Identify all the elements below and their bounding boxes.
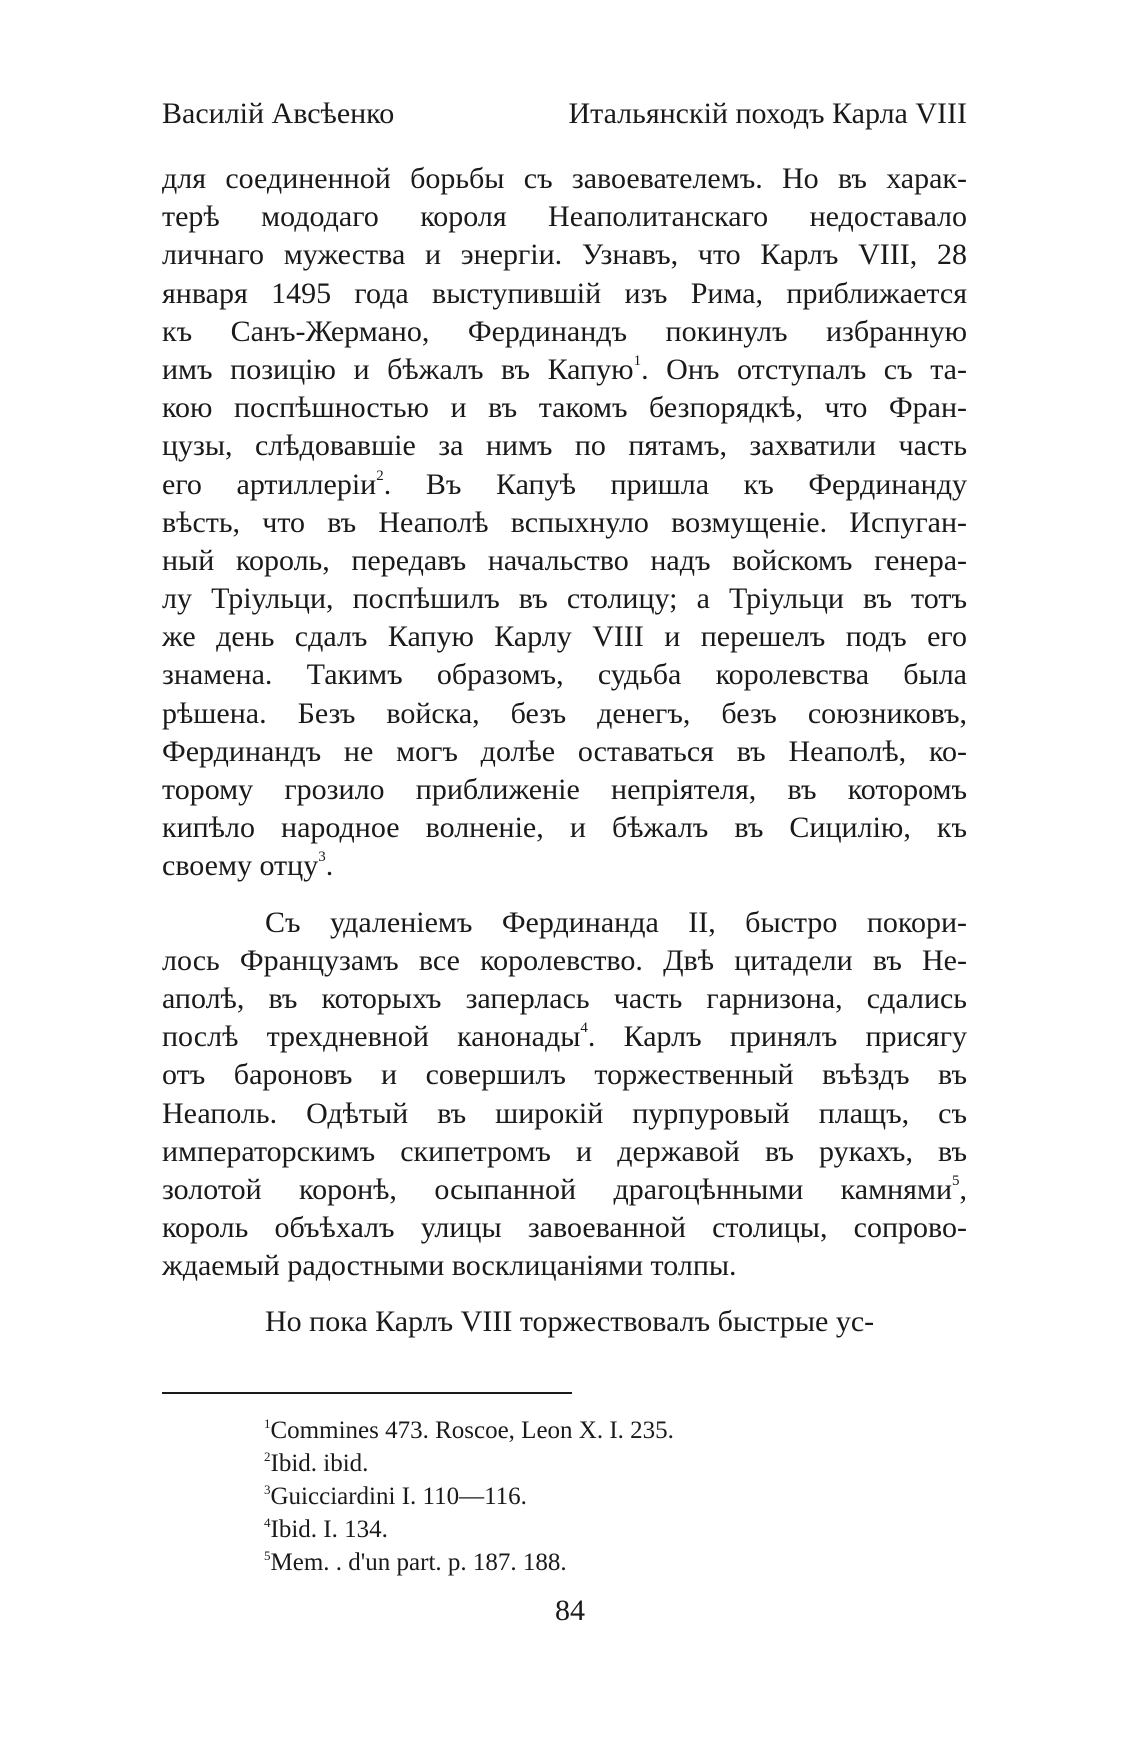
line-text: ный король, передавъ начальство надъ войскомъ генера- bbox=[162, 543, 967, 577]
paragraph bbox=[162, 904, 967, 1286]
text-line bbox=[162, 1247, 967, 1285]
line-text: кипѣло народное волненіе, и бѣжалъ въ Сицилію, къ bbox=[162, 811, 967, 845]
running-header bbox=[162, 96, 967, 132]
line-text: къ Санъ-Жермано, Фердинандъ покинулъ избранную bbox=[162, 314, 967, 348]
page-number: 84 bbox=[555, 1594, 585, 1627]
line-text: золотой коронѣ, осыпанной драгоцѣнными камнями bbox=[162, 1172, 952, 1206]
text-line bbox=[162, 313, 967, 351]
body-text bbox=[162, 160, 967, 1342]
text-line bbox=[162, 504, 967, 542]
footnote-separator bbox=[162, 1392, 572, 1394]
paragraph-gap bbox=[162, 1285, 967, 1303]
footnote-ref[interactable]: 1 bbox=[633, 352, 642, 369]
footnote-item bbox=[264, 1414, 674, 1447]
footnotes bbox=[264, 1414, 674, 1579]
line-text: знамена. Такимъ образомъ, судьба королевства была bbox=[162, 658, 967, 692]
line-text: имъ позицію и бѣжалъ въ Капую bbox=[162, 352, 634, 386]
text-line bbox=[162, 389, 967, 427]
line-text: терѣ мододаго короля Неаполитанскаго недоставало bbox=[162, 200, 967, 234]
header-author: Василій Авсѣенко bbox=[162, 97, 395, 130]
footnote-item bbox=[264, 1513, 674, 1546]
text-line bbox=[162, 942, 967, 980]
footnote-number: 1 bbox=[264, 1416, 271, 1431]
line-text: вѣсть, что въ Неаполѣ вспыхнуло возмущеніе. Испуган- bbox=[162, 505, 967, 539]
line-text: для соединенной борьбы съ завоевателемъ. Но въ харак- bbox=[162, 162, 967, 195]
footnote-ref[interactable]: 2 bbox=[376, 467, 384, 484]
line-text: послѣ трехдневной канонады bbox=[162, 1020, 581, 1054]
text-line bbox=[162, 1133, 967, 1171]
text-line bbox=[162, 542, 967, 580]
text-line bbox=[162, 351, 967, 389]
line-text: своему отцу bbox=[162, 849, 319, 883]
text-line bbox=[162, 1303, 967, 1341]
line-text: Но пока Карлъ VIII торжествовалъ быстрые ус- bbox=[265, 1305, 875, 1339]
footnote-item bbox=[264, 1480, 674, 1513]
text-line bbox=[162, 427, 967, 465]
line-text-cont: . Онъ отступалъ съ та- bbox=[641, 352, 967, 386]
footnote-text: Guicciardini I. 110—116. bbox=[270, 1483, 527, 1510]
paragraph bbox=[162, 1303, 967, 1341]
line-text: кою поспѣшностью и въ такомъ безпорядкѣ, что Фран- bbox=[162, 391, 967, 425]
text-line bbox=[162, 733, 967, 771]
text-line bbox=[162, 771, 967, 809]
line-text: же день сдалъ Капую Карлу VIII и перешелъ подъ его bbox=[162, 620, 967, 654]
text-line bbox=[162, 466, 967, 504]
text-line bbox=[162, 580, 967, 618]
line-text: Съ удаленіемъ Фердинанда II, быстро покори- bbox=[265, 905, 967, 939]
text-line bbox=[162, 980, 967, 1018]
line-text: цузы, слѣдовавшіе за нимъ по пятамъ, захватили часть bbox=[162, 429, 967, 463]
line-text: Фердинандъ не могъ долѣе оставаться въ Неаполѣ, ко- bbox=[162, 734, 967, 768]
line-text: лось Французамъ все королевство. Двѣ цитадели въ Не- bbox=[162, 943, 967, 977]
text-line bbox=[162, 198, 967, 236]
line-text: король объѣхалъ улицы завоеванной столицы, сопрово- bbox=[162, 1211, 967, 1245]
line-text-cont: . Въ Капуѣ пришла къ Фердинанду bbox=[383, 467, 967, 501]
line-text-cont: , bbox=[959, 1172, 967, 1206]
footnote-ref[interactable]: 5 bbox=[952, 1172, 960, 1189]
line-text-cont: . Карлъ принялъ присягу bbox=[587, 1020, 968, 1054]
footnote-number: 2 bbox=[264, 1449, 271, 1464]
line-text: торому грозило приближеніе непріятеля, въ которомъ bbox=[162, 773, 967, 806]
text-line bbox=[162, 809, 967, 847]
line-text: января 1495 года выступившій изъ Рима, приближается bbox=[162, 276, 967, 310]
paragraph bbox=[162, 160, 967, 886]
text-line bbox=[162, 236, 967, 274]
footnote-number: 4 bbox=[264, 1515, 271, 1530]
header-title: Итальянскій походъ Карла VIII bbox=[568, 97, 967, 130]
text-line bbox=[162, 656, 967, 694]
footnote-number: 3 bbox=[264, 1482, 271, 1497]
footnote-text: Ibid. ibid. bbox=[270, 1450, 369, 1477]
line-text: императорскимъ скипетромъ и державой въ рукахъ, въ bbox=[162, 1134, 967, 1168]
text-line bbox=[162, 695, 967, 733]
line-text: аполѣ, въ которыхъ заперлась часть гарнизона, сдались bbox=[162, 981, 967, 1015]
line-text: Неаполь. Одѣтый въ широкій пурпуровый плащъ, съ bbox=[162, 1096, 967, 1130]
footnote-item bbox=[264, 1546, 674, 1579]
text-line bbox=[162, 847, 967, 885]
line-text: лу Тріульци, поспѣшилъ въ столицу; а Тріульци въ тотъ bbox=[162, 582, 967, 616]
footnote-item bbox=[264, 1447, 674, 1480]
line-text-cont: . bbox=[325, 849, 334, 883]
text-line bbox=[162, 1095, 967, 1133]
footnote-number: 5 bbox=[264, 1548, 271, 1563]
paragraph-gap bbox=[162, 886, 967, 904]
footnote-text: Ibid. I. 134. bbox=[270, 1516, 388, 1543]
text-line bbox=[162, 1056, 967, 1094]
line-text: отъ бароновъ и совершилъ торжественный въѣздъ въ bbox=[162, 1058, 967, 1092]
text-line bbox=[162, 1209, 967, 1247]
text-line bbox=[162, 618, 967, 656]
text-line bbox=[162, 160, 967, 198]
footnote-text: Mem. . d'un part. p. 187. 188. bbox=[270, 1549, 567, 1576]
footnote-ref[interactable]: 4 bbox=[580, 1020, 588, 1037]
text-line bbox=[162, 1018, 967, 1056]
text-line bbox=[162, 904, 967, 942]
text-line bbox=[162, 275, 967, 313]
line-text: ждаемый радостными восклицаніями толпы. bbox=[162, 1249, 737, 1283]
footnote-text: Commines 473. Roscoe, Leon X. I. 235. bbox=[270, 1417, 674, 1444]
line-text: рѣшена. Безъ войска, безъ денегъ, безъ союзниковъ, bbox=[162, 696, 967, 730]
text-line bbox=[162, 1171, 967, 1209]
line-text: его артиллеріи bbox=[162, 467, 377, 501]
footnote-ref[interactable]: 3 bbox=[318, 849, 326, 866]
line-text: личнаго мужества и энергіи. Узнавъ, что Карлъ VIII, 28 bbox=[162, 238, 967, 272]
